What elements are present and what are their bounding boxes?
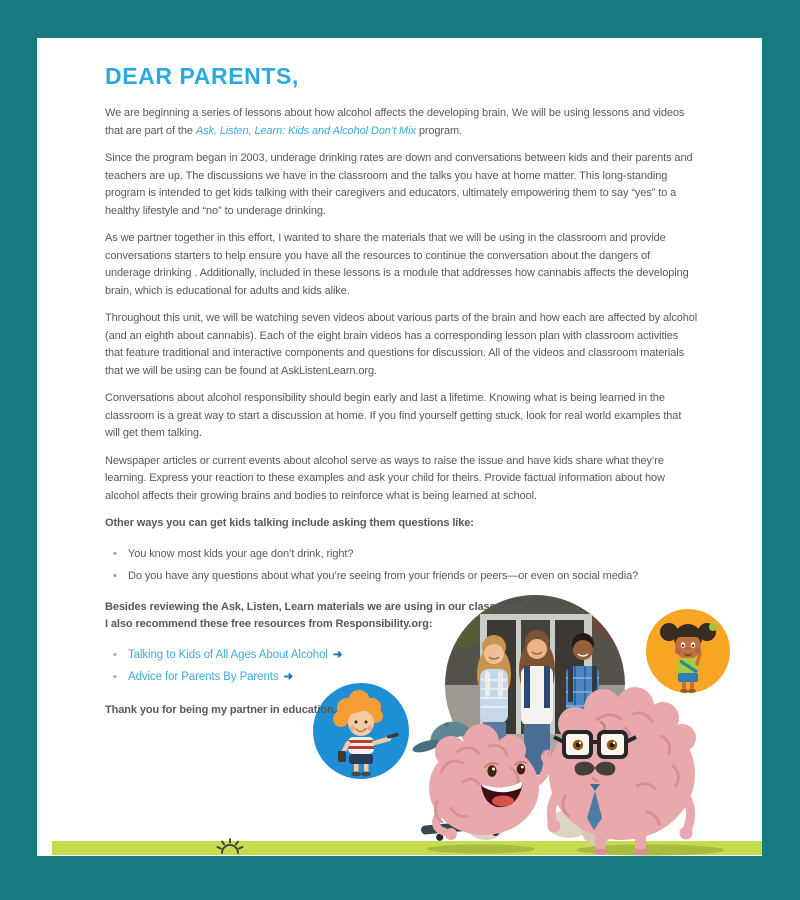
paragraph-newspaper: Newspaper articles or current events about alcohol serve as ways to raise the issue and have kids share what they’re learning. Express your reaction to these examples and ask your child for theirs. Provide factual information about how alcohol affects their growing brains and bodies to reinforce what is being learned at school. (105, 454, 665, 502)
arrow-right-icon: ➜ (283, 670, 294, 683)
intro-text-pre: We are beginning a series of lessons about how alcohol affects the developing brain. We will be using lessons and videos that are part of the (105, 107, 685, 137)
questions-heading: Other ways you can get kids talking include asking them questions like: (105, 517, 474, 529)
page-title: DEAR PARENTS, (105, 63, 299, 89)
resource-link-item (113, 666, 698, 688)
closing-line: Thank you for being my partner in education. (105, 703, 337, 716)
paragraph-program-history: Since the program began in 2003, underage drinking rates are down and conversations between kids and their parents and teachers are up. The discussions we have in the classroom and the talks you have at home matter. This long-standing program is intended to get kids talking with their caregivers and educators, ultimately empowering them to say “yes” to a healthy lifestyle and “no” to underage drinking. (105, 152, 693, 217)
question-item: • You know most kids your age don’t drink, right? (113, 543, 698, 565)
paragraph-intro (105, 105, 698, 140)
question-item: • Do you have any questions about what you’re seeing from your friends or peers—or even on social media? (113, 565, 698, 587)
program-link[interactable]: Ask, Listen, Learn: Kids and Alcohol Don’t Mix (195, 124, 416, 137)
resource-link-talking-to-kids[interactable]: Talking to Kids of All Ages About Alcohol ➜ (128, 648, 343, 661)
intro-text-post: program. (415, 124, 463, 137)
questions-list (105, 543, 698, 587)
letter-content (37, 38, 762, 719)
paragraph-videos: Throughout this unit, we will be watching seven videos about various parts of the brain and how each are affected by alcohol (and an eighth about cannabis). Each of the eight brain videos has a corresponding lesson plan with classroom activities that feature traditional and interactive components and questions for discussion. All of the videos and classroom materials that we will be using can be found at AskListenLearn.org. (105, 312, 698, 377)
resource-link-item (113, 644, 698, 666)
resources-heading (105, 599, 698, 634)
resources-heading-line2: I also recommend these free resources from Responsibility.org: (105, 618, 433, 630)
resource-link-advice-for-parents[interactable]: Advice for Parents By Parents ➜ (128, 670, 294, 683)
grass-strip (52, 841, 762, 856)
resource-links-list (105, 644, 698, 688)
resources-heading-line1: Besides reviewing the Ask, Listen, Learn materials we are using in our classroom, (105, 600, 526, 613)
paragraph-conversations: Conversations about alcohol responsibility should begin early and last a lifetime. Knowing what is being learned in the classroom is a great way to start a discussion at home. If you find yourself getting stuck, look for real world examples that will get them talking. (105, 392, 682, 439)
letter-page (37, 38, 762, 856)
paragraph-partnership: As we partner together in this effort, I wanted to share the materials that we will be using in the classroom and provide conversations starters to help ensure you have all the resources to continue the conversation about the dangers of underage drinking . Additionally, included in these lessons is a module that addresses how cannabis affects the developing brain, which is educational for adults and kids alike. (105, 232, 689, 297)
arrow-right-icon: ➜ (332, 648, 343, 661)
